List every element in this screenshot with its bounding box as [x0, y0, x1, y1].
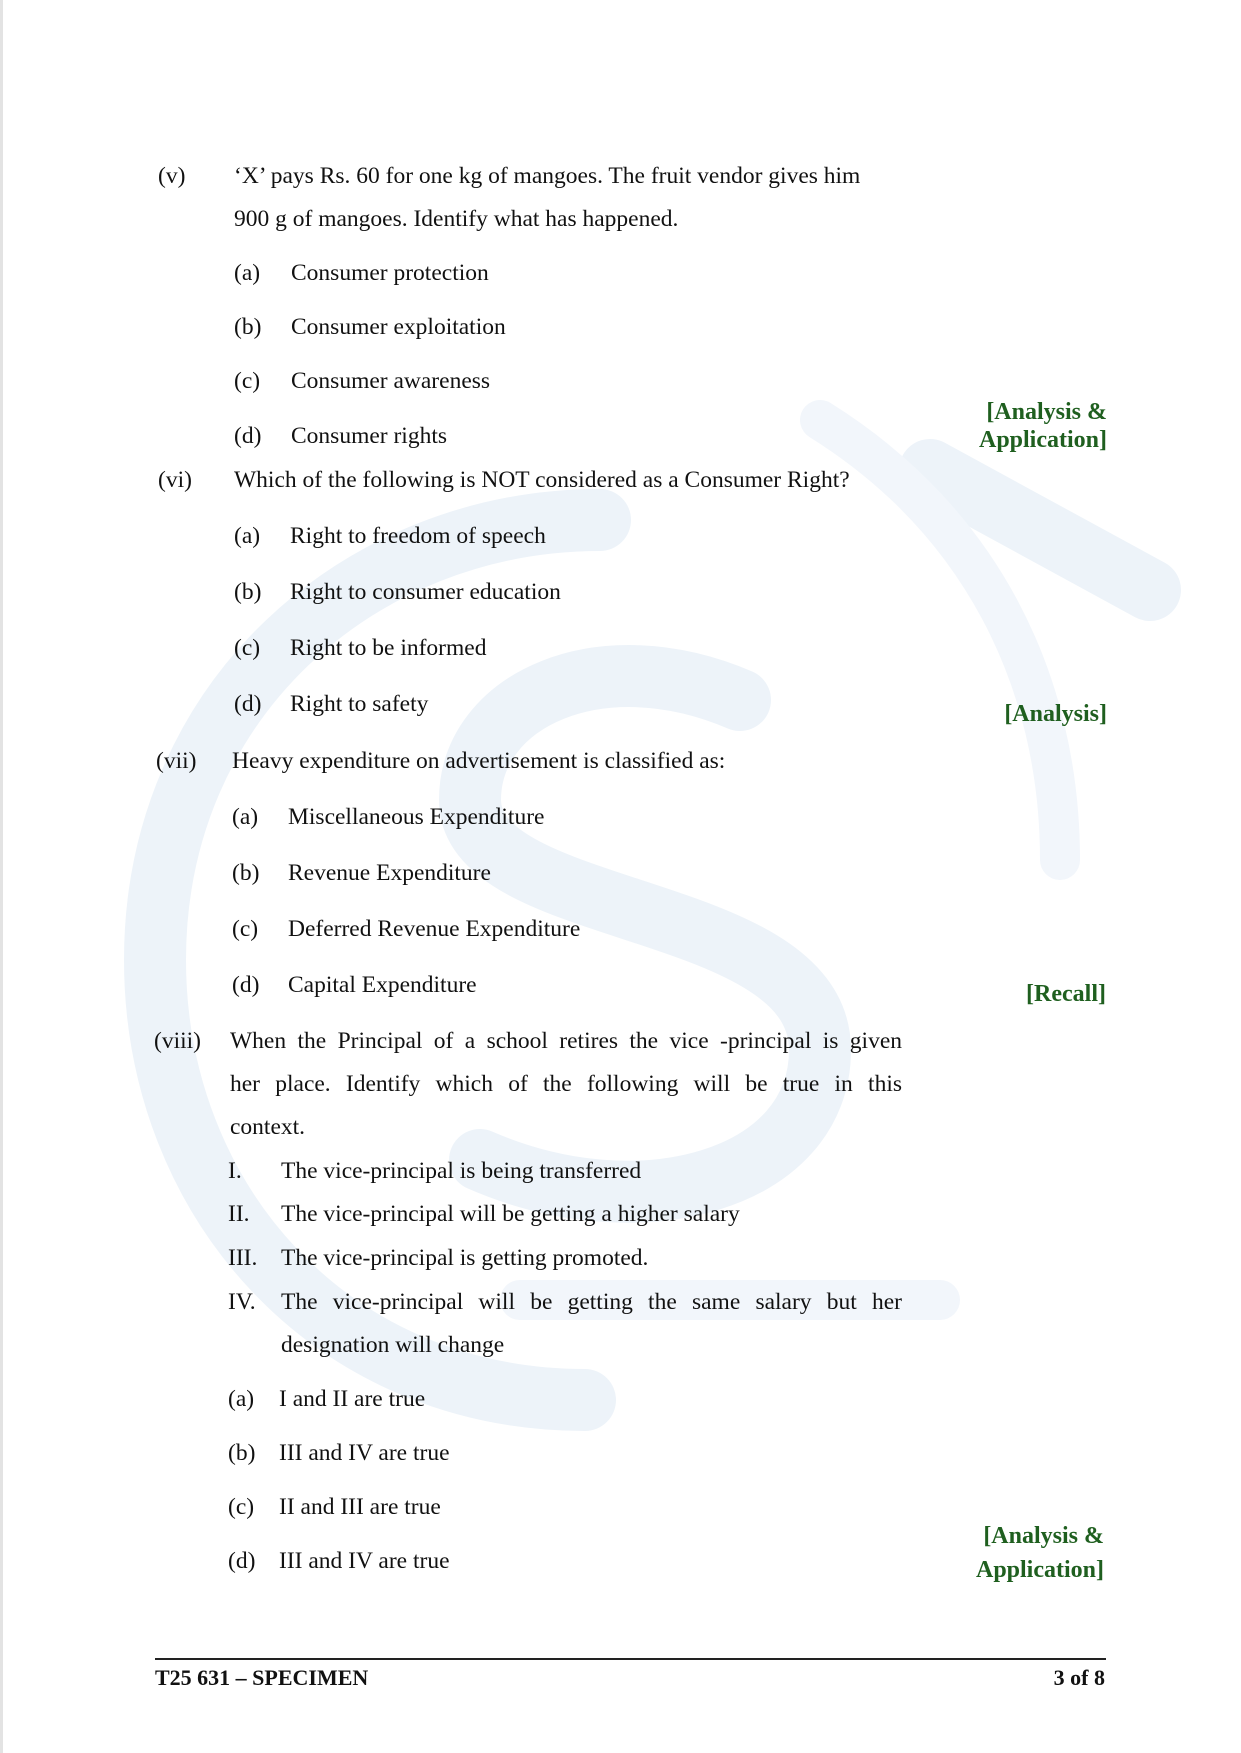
question-stem: context.: [230, 1114, 306, 1140]
scan-edge: [0, 0, 3, 1753]
question-number: (vii): [156, 748, 197, 774]
option-text: Consumer exploitation: [291, 314, 506, 340]
cognitive-tag: [Analysis &: [983, 1523, 1104, 1549]
option-label: (a): [234, 523, 261, 549]
option-text: Deferred Revenue Expenditure: [288, 916, 581, 942]
option-label: (d): [234, 691, 262, 717]
option-label: (a): [234, 260, 261, 286]
question-stem: When the Principal of a school retires the vice -principal is given: [230, 1028, 902, 1054]
option-text: Right to safety: [290, 691, 429, 717]
option-text: Consumer rights: [291, 423, 448, 449]
cognitive-tag: Application]: [975, 1557, 1104, 1583]
option-text: Consumer awareness: [291, 368, 491, 394]
page-number: 3 of 8: [1053, 1665, 1105, 1690]
question-stem: 900 g of mangoes. Identify what has happened.: [234, 206, 679, 232]
option-label: (d): [232, 972, 260, 998]
option-label: (b): [234, 314, 262, 340]
option-text: I and II are true: [279, 1386, 426, 1412]
option-text: Right to consumer education: [290, 579, 561, 605]
option-label: (b): [234, 579, 262, 605]
option-text: III and IV are true: [279, 1440, 450, 1466]
statement-label: I.: [228, 1158, 242, 1184]
option-label: (a): [228, 1386, 255, 1412]
option-label: (c): [228, 1494, 255, 1520]
option-text: Revenue Expenditure: [288, 860, 491, 886]
option-label: (c): [232, 916, 259, 942]
option-label: (b): [228, 1440, 256, 1466]
option-text: II and III are true: [279, 1494, 441, 1520]
option-text: Miscellaneous Expenditure: [288, 804, 545, 830]
question-stem: her place. Identify which of the following will be true in this: [230, 1071, 902, 1097]
option-text: III and IV are true: [279, 1548, 450, 1574]
option-label: (d): [234, 423, 262, 449]
option-text: Right to be informed: [290, 635, 487, 661]
option-label: (d): [228, 1548, 256, 1574]
question-stem: Which of the following is NOT considered as a Consumer Right?: [234, 467, 850, 493]
cognitive-tag: [Analysis &: [986, 399, 1107, 425]
statement-label: II.: [228, 1201, 250, 1227]
option-label: (c): [234, 635, 261, 661]
statement-label: III.: [228, 1245, 258, 1271]
footer-rule: [155, 1658, 1106, 1660]
cognitive-tag: [Analysis]: [1004, 701, 1107, 727]
question-number: (viii): [154, 1028, 201, 1054]
question-stem: Heavy expenditure on advertisement is classified as:: [232, 748, 726, 774]
option-text: Capital Expenditure: [288, 972, 477, 998]
question-stem: ‘X’ pays Rs. 60 for one kg of mangoes. The fruit vendor gives him: [234, 163, 861, 189]
statement-text: The vice-principal is being transferred: [281, 1158, 642, 1184]
option-label: (b): [232, 860, 260, 886]
question-number: (v): [158, 163, 186, 189]
statement-label: IV.: [228, 1289, 256, 1315]
cognitive-tag: [Recall]: [1026, 981, 1106, 1007]
option-text: Consumer protection: [291, 260, 489, 286]
statement-text: The vice-principal is getting promoted.: [281, 1245, 649, 1271]
statement-text: designation will change: [281, 1332, 505, 1358]
option-text: Right to freedom of speech: [290, 523, 546, 549]
paper-code: T25 631 – SPECIMEN: [155, 1665, 369, 1690]
option-label: (c): [234, 368, 261, 394]
question-number: (vi): [158, 467, 192, 493]
option-label: (a): [232, 804, 259, 830]
statement-text: The vice-principal will be getting a higher salary: [281, 1201, 740, 1227]
statement-text: The vice-principal will be getting the same salary but her: [281, 1289, 902, 1315]
cognitive-tag: Application]: [978, 427, 1107, 453]
